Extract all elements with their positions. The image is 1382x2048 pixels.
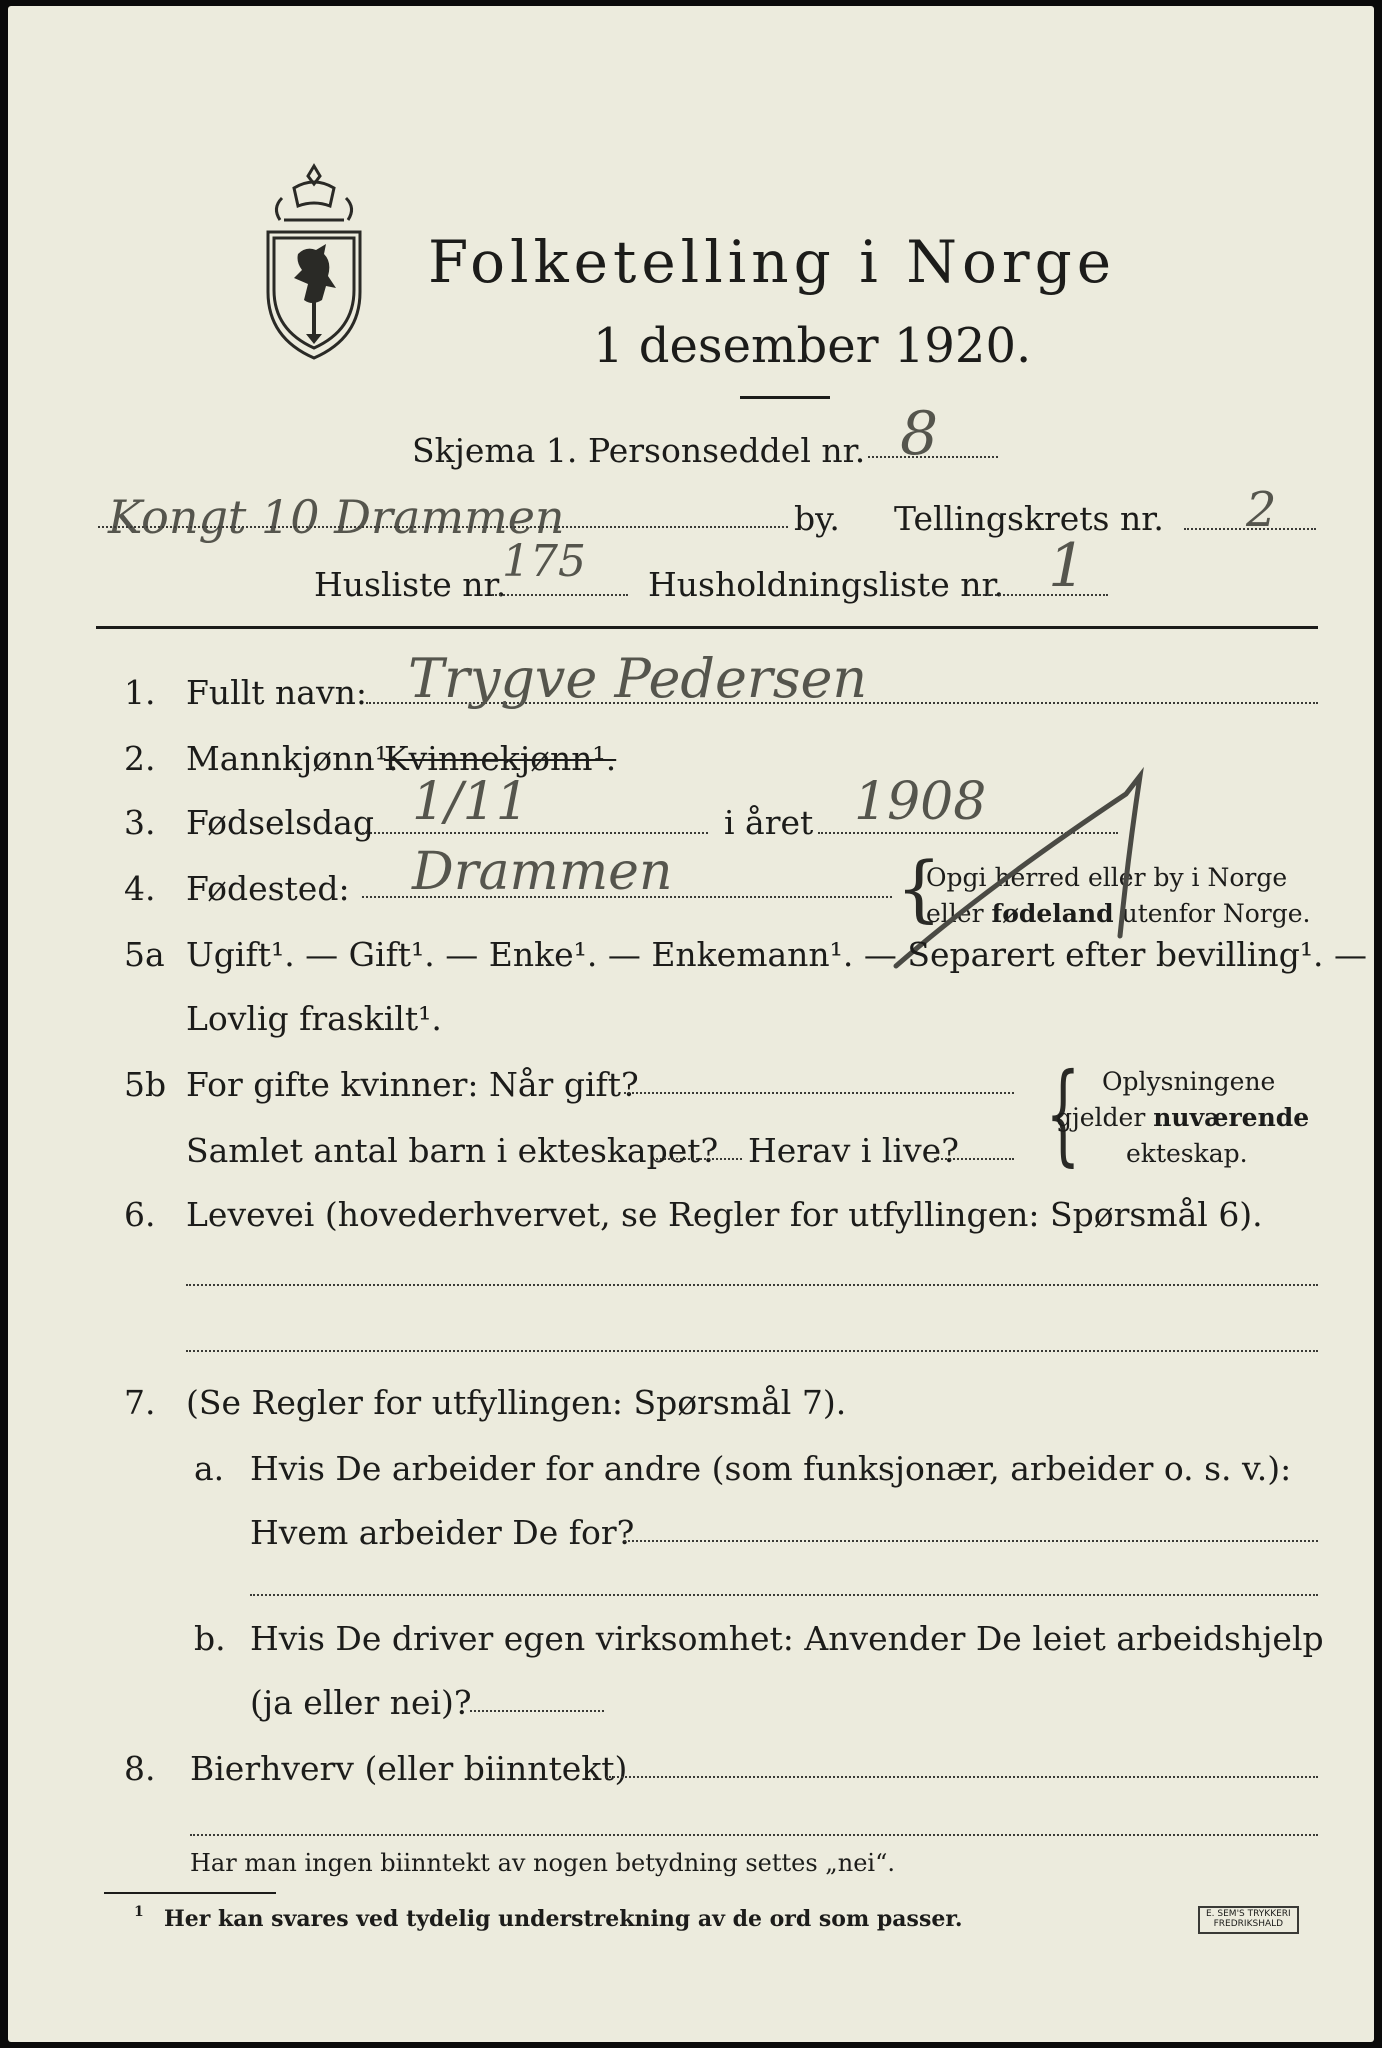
q5b-note-line2 <box>1056 1102 1309 1135</box>
footnote-rule <box>104 1892 276 1894</box>
q6-line1 <box>186 1284 1318 1286</box>
by-label: by. <box>794 499 840 538</box>
husliste-value[interactable]: 175 <box>502 536 586 587</box>
gender-male-option[interactable]: Mannkjønn¹. <box>186 739 399 778</box>
q3-year-label: i året <box>724 803 814 842</box>
q4-number: 4. <box>124 869 156 908</box>
address-value[interactable]: Kongt 10 Drammen <box>108 490 565 544</box>
gender-female-option[interactable]: Kvinnekjønn¹. <box>384 739 617 778</box>
q4-note-line1: Opgi herred eller by i Norge <box>926 863 1288 892</box>
personseddel-value[interactable]: 8 <box>900 399 939 469</box>
q6-number: 6. <box>124 1195 156 1234</box>
q1-number: 1. <box>124 673 156 712</box>
q5b-note-part1: gjelder <box>1056 1103 1154 1132</box>
q7b-answer-line <box>470 1710 604 1712</box>
full-name-value[interactable]: Trygve Pedersen <box>408 647 868 710</box>
q7a-line1: Hvis De arbeider for andre (som funksjonær, arbeider o. s. v.): <box>250 1449 1292 1488</box>
marital-status-options[interactable]: Ugift¹. — Gift¹. — Enke¹. — Enkemann¹. — Separert efter bevilling¹. — <box>186 935 1368 974</box>
husholdningsliste-value[interactable]: 1 <box>1048 531 1087 601</box>
q8-line2 <box>190 1834 1318 1836</box>
skjema-label: Skjema 1. <box>412 431 578 470</box>
q7a-extra-line <box>250 1594 1318 1596</box>
q5b-brace: { <box>1045 1049 1081 1177</box>
q7b-number: b. <box>194 1619 226 1658</box>
norwegian-coat-of-arms-icon <box>254 158 374 368</box>
q4-note-bold: fødeland <box>991 899 1114 928</box>
husholdningsliste-label: Husholdningsliste nr. <box>648 565 1005 604</box>
q5b-children-line <box>656 1158 742 1160</box>
q4-note-part1: eller <box>926 899 992 928</box>
q8-number: 8. <box>124 1749 156 1788</box>
q5a-number: 5a <box>124 935 165 974</box>
q8-note: Har man ingen biinntekt av nogen betydning settes „nei“. <box>190 1849 895 1877</box>
census-form-sheet <box>8 6 1374 2042</box>
tellingskrets-label: Tellingskrets nr. <box>894 499 1164 538</box>
q3-number: 3. <box>124 803 156 842</box>
husholdningsliste-line <box>976 594 1108 596</box>
q7b-line1: Hvis De driver egen virksomhet: Anvender De leiet arbeidshjelp <box>250 1619 1324 1658</box>
q4-note-part3: utenfor Norge. <box>1113 899 1311 928</box>
q7-number: 7. <box>124 1383 156 1422</box>
q7a-number: a. <box>194 1449 225 1488</box>
q7a-line2: Hvem arbeider De for? <box>250 1513 635 1552</box>
q5b-alive-line <box>934 1158 1014 1160</box>
q5b-alive-label: Herav i live? <box>748 1131 959 1170</box>
header-separator <box>96 626 1318 629</box>
q8-line1 <box>606 1776 1318 1778</box>
title-divider <box>740 396 830 399</box>
q5b-note-bold: nuværende <box>1153 1103 1310 1132</box>
printer-stamp-line1: E. SEM'S TRYKKERI <box>1206 1909 1291 1919</box>
q7a-employer-line <box>624 1540 1318 1542</box>
husliste-label: Husliste nr. <box>314 565 507 604</box>
footnote-mark: 1 <box>134 1904 144 1920</box>
form-title: Folketelling i Norge <box>428 228 1117 296</box>
tellingskrets-value[interactable]: 2 <box>1246 482 1277 538</box>
q6-label: Levevei (hovederhvervet, se Regler for utfyllingen: Spørsmål 6). <box>186 1195 1263 1234</box>
q2-number: 2. <box>124 739 156 778</box>
address-line <box>98 526 788 528</box>
printer-stamp <box>1198 1906 1299 1934</box>
birthplace-value[interactable]: Drammen <box>412 842 673 902</box>
husliste-line <box>492 594 628 596</box>
footnote-text: Her kan svares ved tydelig understrekning av de ord som passer. <box>164 1906 963 1932</box>
q7b-line2: (ja eller nei)? <box>250 1683 472 1722</box>
q6-line2 <box>186 1350 1318 1352</box>
q4-label: Fødested: <box>186 869 350 908</box>
q5b-married-label: For gifte kvinner: Når gift? <box>186 1065 639 1104</box>
birth-year-value[interactable]: 1908 <box>854 772 987 832</box>
q7-label: (Se Regler for utfyllingen: Spørsmål 7). <box>186 1383 847 1422</box>
q5b-children-label: Samlet antal barn i ekteskapet? <box>186 1131 719 1170</box>
q5b-note-line1: Oplysningene <box>1102 1067 1276 1096</box>
q4-brace: { <box>896 846 942 930</box>
q5b-note-line3: ekteskap. <box>1126 1139 1248 1168</box>
q5b-number: 5b <box>124 1065 167 1104</box>
q5b-married-line <box>624 1092 1014 1094</box>
birthday-value[interactable]: 1/11 <box>412 772 529 832</box>
census-date: 1 desember 1920. <box>593 318 1032 374</box>
q3-label: Fødselsdag <box>186 803 374 842</box>
q3-day-line <box>362 832 708 834</box>
marital-status-divorced[interactable]: Lovlig fraskilt¹. <box>186 999 442 1038</box>
personseddel-label: Personseddel nr. <box>588 431 866 470</box>
printer-stamp-line2: FREDRIKSHALD <box>1213 1918 1284 1929</box>
q8-label: Bierhverv (eller biinntekt) <box>190 1749 628 1788</box>
q1-label: Fullt navn: <box>186 673 367 712</box>
